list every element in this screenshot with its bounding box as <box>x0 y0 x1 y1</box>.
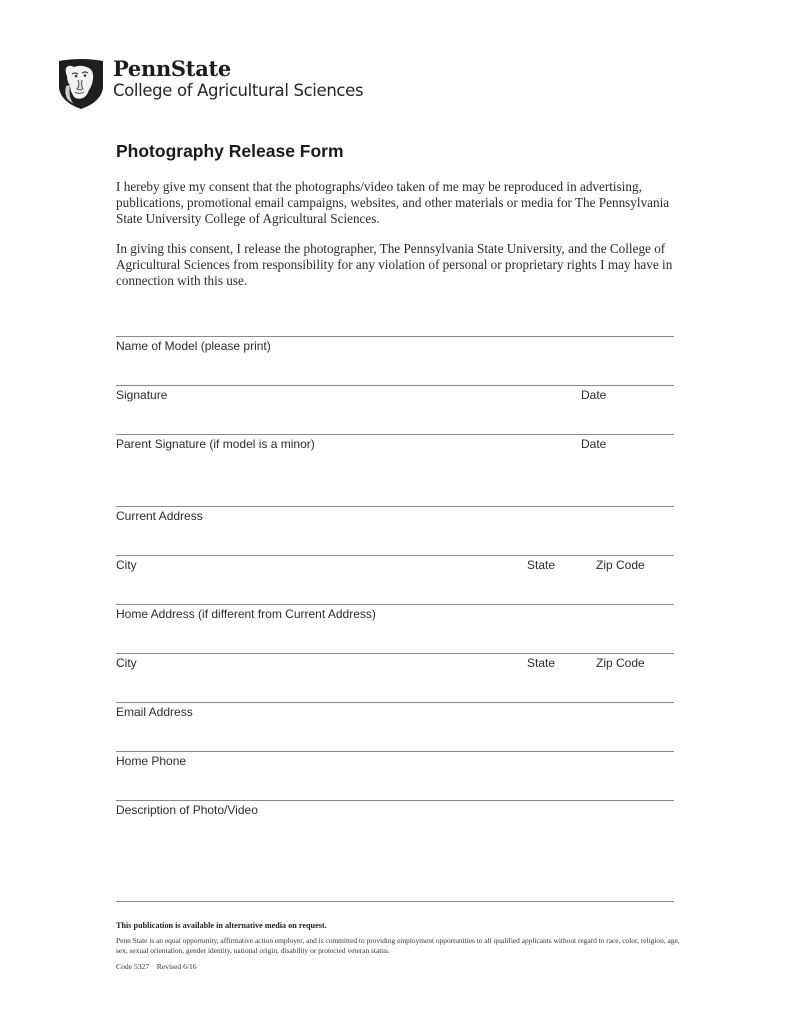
current-city-field-line[interactable] <box>116 555 674 556</box>
eeo-statement: Penn State is an equal opportunity, affirmative action employer, and is committed to providing employment opportunities to all qualified applicants without regard to race, color, religion, age, sex, sexual orientation, gender identity, national origin, disability or protected veteran status. <box>116 936 680 955</box>
parent-signature-date-label: Date <box>581 437 607 451</box>
page-title: Photography Release Form <box>116 141 344 161</box>
nittany-lion-shield-icon <box>58 58 104 110</box>
home-address-field-label: Home Address (if different from Current Address) <box>116 607 376 621</box>
college-name: College of Agricultural Sciences <box>113 81 364 100</box>
current-state-field-label: State <box>527 558 556 572</box>
email-field-label: Email Address <box>116 705 193 719</box>
form-code <box>116 962 197 971</box>
name-field-line[interactable] <box>116 336 674 337</box>
brand-name: PennState <box>113 56 231 81</box>
alt-media-notice: This publication is available in alternative media on request. <box>116 921 327 930</box>
email-field-line[interactable] <box>116 702 674 703</box>
current-address-field-label: Current Address <box>116 509 203 523</box>
parent-signature-field-label: Parent Signature (if model is a minor) <box>116 437 315 451</box>
home-city-field-line[interactable] <box>116 653 674 654</box>
current-address-field-line[interactable] <box>116 506 674 507</box>
name-field-label: Name of Model (please print) <box>116 339 271 353</box>
home-city-field-label: City <box>116 656 137 670</box>
home-state-field-label: State <box>527 656 556 670</box>
home-zip-field-label: Zip Code <box>596 656 645 670</box>
current-zip-field-label: Zip Code <box>596 558 645 572</box>
code-number: Code 5327 <box>116 962 150 971</box>
signature-field-line[interactable] <box>116 385 674 386</box>
home-phone-field-label: Home Phone <box>116 754 187 768</box>
description-field-line[interactable] <box>116 800 674 801</box>
home-phone-field-line[interactable] <box>116 751 674 752</box>
description-field-label: Description of Photo/Video <box>116 803 258 817</box>
consent-paragraph: I hereby give my consent that the photographs/video taken of me may be reproduced in advertising, publications, promotional email campaigns, websites, and other materials or media for The Pennsylvania State University College of Agricultural Sciences. <box>116 179 670 226</box>
signature-field-label: Signature <box>116 388 168 402</box>
parent-signature-field-line[interactable] <box>116 434 674 435</box>
revision-date: Revised 6/16 <box>156 962 197 971</box>
release-paragraph: In giving this consent, I release the photographer, The Pennsylvania State University, and the College of Agricultural Sciences from responsibility for any violation of personal or proprietary rights I may have in connection with this use. <box>116 241 673 288</box>
current-city-field-label: City <box>116 558 137 572</box>
description-area-bottom-line[interactable] <box>116 901 674 902</box>
home-address-field-line[interactable] <box>116 604 674 605</box>
signature-date-label: Date <box>581 388 607 402</box>
